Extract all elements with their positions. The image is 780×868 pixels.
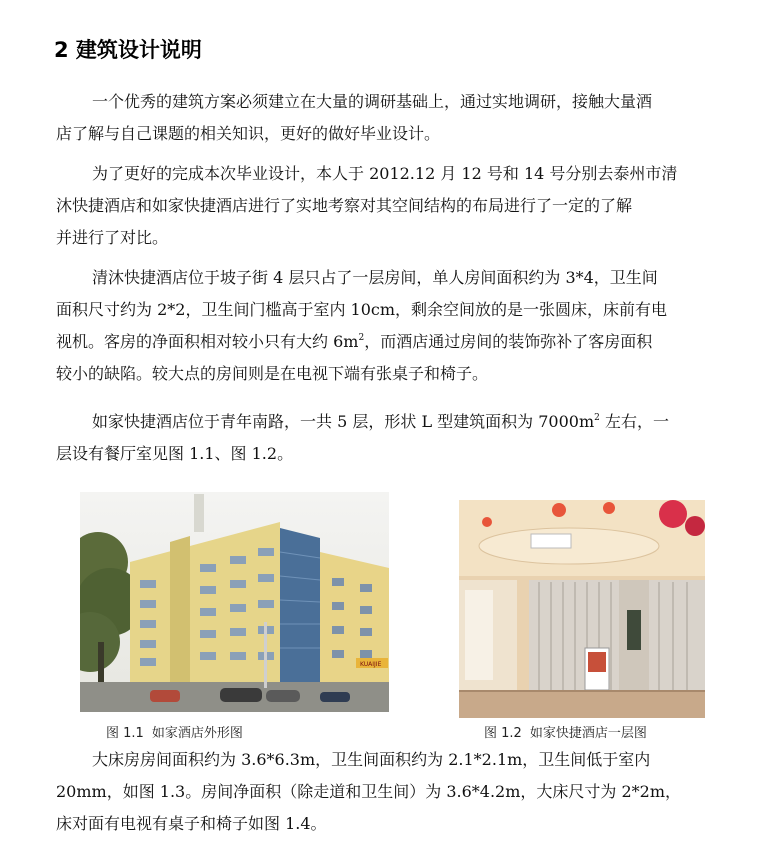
hotel-lobby-photo: [459, 500, 705, 718]
figure-caption-1-2: 图 1.2 如家快捷酒店一层图: [484, 726, 647, 741]
hotel-exterior-photo: [80, 492, 389, 712]
section-heading: 2 建筑设计说明: [54, 38, 202, 62]
paragraph-intro: 一个优秀的建筑方案必须建立在大量的调研基础上，通过实地调研，接触大量酒 店了解与自己课题的相关知识，更好的做好毕业设计。: [56, 92, 653, 143]
figure-caption-1-1: 图 1.1 如家酒店外形图: [106, 726, 243, 741]
paragraph-room: 大床房房间面积约为 3.6*6.3m，卫生间面积约为 2.1*2.1m，卫生间低于室内 20mm，如图 1.3。房间净面积（除走道和卫生间）为 3.6*4.2m，大床尺寸为 2*2m， 床对面有电视有桌子和椅子如图 1.4。: [56, 750, 682, 833]
hotel-sign-text: KUAIJIE: [360, 661, 382, 668]
paragraph-rujia: 如家快捷酒店位于青年南路，一共 5 层，形状 L 型建筑面积为 $7000m^2$ 左右，一 层设有餐厅室见图 1.1、图 1.2。: [56, 412, 669, 463]
paragraph-qingmu: 清沐快捷酒店位于坡子街 4 层只占了一层房间，单人房间面积约为 3*4，卫生间 面积尺寸约为 2*2，卫生间门槛高于室内 10cm，剩余空间放的是一张圆床，床前有电 视机。客房的净面积相对较小只有大约 $6m^2$，而酒店通过房间的装饰弥补了客房面积 较小的缺陷。较大点的房间则是在电视下端有张桌子和椅子。: [56, 268, 668, 383]
paragraph-visit: 为了更好的完成本次毕业设计，本人于 2012.12 月 12 号和 14 号分别去泰州市清 沐快捷酒店和如家快捷酒店进行了实地考察对其空间结构的布局进行了一定的了解 并进行了对比。: [56, 164, 678, 247]
